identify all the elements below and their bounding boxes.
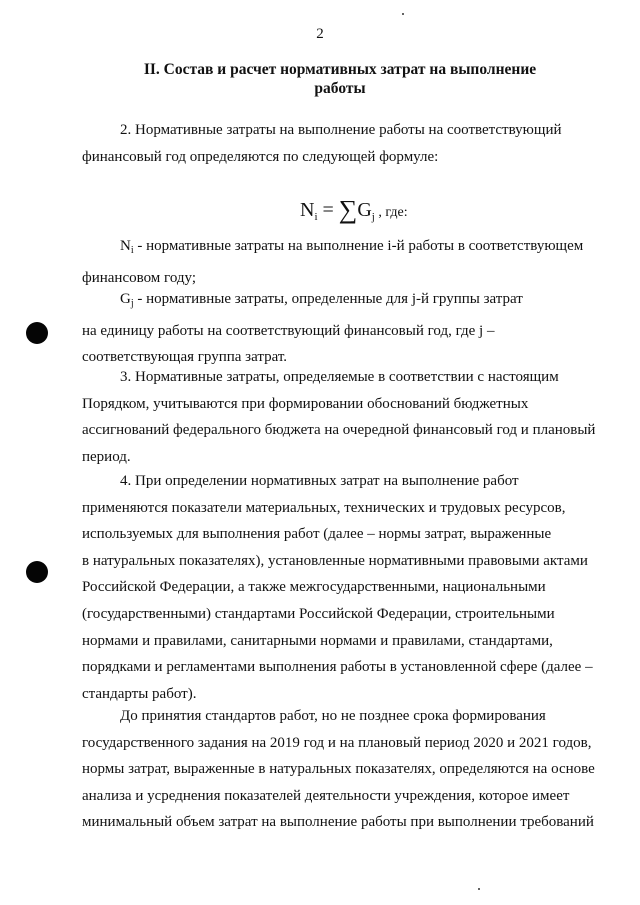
formula-rhs-subscript: j [371, 211, 375, 223]
paragraph-4-line-3: используемых для выполнения работ (далее – нормы затрат, выраженные [82, 526, 552, 543]
paragraph-5-line-5: минимальный объем затрат на выполнение работы при выполнении требований [82, 814, 594, 831]
paragraph-2-line-1: 2. Нормативные затраты на выполнение работы на соответствующий [120, 122, 562, 138]
paragraph-5-line-2: государственного задания на 2019 год и на плановый период 2020 и 2021 годов, [82, 734, 592, 751]
paragraph-4-line-4: в натуральных показателях), установленные нормативными правовыми актами [82, 552, 588, 569]
formula-lhs-subscript: i [314, 211, 318, 223]
definition-g-line-1 [82, 286, 597, 318]
paragraph-3-line-2: Порядком, учитываются при формировании обоснований бюджетных [82, 395, 529, 412]
scan-speck [402, 13, 404, 15]
definition-g-text: - нормативные затраты, определенные для j-й группы затрат [133, 291, 523, 307]
definition-n-text: - нормативные затраты на выполнение i-й работы в соответствующем [133, 238, 584, 254]
section-title [120, 60, 560, 98]
paragraph-2 [82, 117, 597, 170]
paragraph-4-line-5: Российской Федерации, а также межгосударственными, национальными [82, 579, 546, 596]
paragraph-4-line-7: нормами и правилами, санитарными нормами и правилами, стандартами, [82, 632, 553, 649]
definition-g-symbol: G [120, 291, 131, 307]
section-title-line-2: работы [314, 80, 366, 97]
paragraph-4-line-8: порядками и регламентами выполнения работы в установленной сфере (далее – [82, 659, 593, 676]
paragraph-4-line-6: (государственными) стандартами Российской Федерации, строительными [82, 605, 555, 622]
paragraph-3-line-4: период. [82, 448, 131, 465]
formula-lhs: N [300, 199, 315, 221]
sum-sign: ∑ [338, 195, 358, 224]
definition-g-line-2: на единицу работы на соответствующий финансовый год, где j – [82, 322, 495, 339]
paragraph-3-line-3: ассигнований федерального бюджета на очередной финансовый год и плановый [82, 422, 596, 439]
paragraph-5-line-3: нормы затрат, выраженные в натуральных показателях, определяются на основе [82, 761, 595, 778]
page-number: 2 [316, 26, 324, 42]
paragraph-4 [82, 468, 597, 707]
formula [300, 195, 408, 225]
definition-n-line-1 [82, 233, 597, 265]
section-title-line-1: II. Состав и расчет нормативных затрат на выполнение [143, 61, 537, 78]
paragraph-2-line-2: финансовый год определяются по следующей формуле: [82, 148, 439, 165]
formula-tail: , где: [374, 205, 408, 220]
definition-n-symbol: N [120, 238, 131, 254]
definition-n-line-2: финансовом году; [82, 269, 197, 286]
paragraph-4-line-1: 4. При определении нормативных затрат на выполнение работ [120, 473, 519, 489]
paragraph-4-line-9: стандарты работ). [82, 685, 197, 702]
paragraph-5-line-1: До принятия стандартов работ, но не позднее срока формирования [120, 708, 546, 724]
paragraph-5 [82, 703, 597, 836]
paragraph-3-line-1: 3. Нормативные затраты, определяемые в соответствии с настоящим [120, 369, 559, 385]
punch-hole-lower [26, 561, 48, 583]
paragraph-3 [82, 364, 597, 470]
definition-n [82, 233, 597, 291]
formula-equals: = [317, 199, 339, 221]
definition-g-line-3: соответствующая группа затрат. [82, 349, 288, 366]
paragraph-4-line-2: применяются показатели материальных, технических и трудовых ресурсов, [82, 499, 566, 516]
definition-g [82, 286, 597, 371]
definition-n-subscript: i [130, 245, 134, 256]
scan-speck [478, 888, 480, 890]
formula-rhs: G [357, 199, 372, 221]
punch-hole-upper [26, 322, 48, 344]
paragraph-5-line-4: анализа и усреднения показателей деятельности учреждения, которое имеет [82, 787, 570, 804]
definition-g-subscript: j [130, 298, 134, 309]
